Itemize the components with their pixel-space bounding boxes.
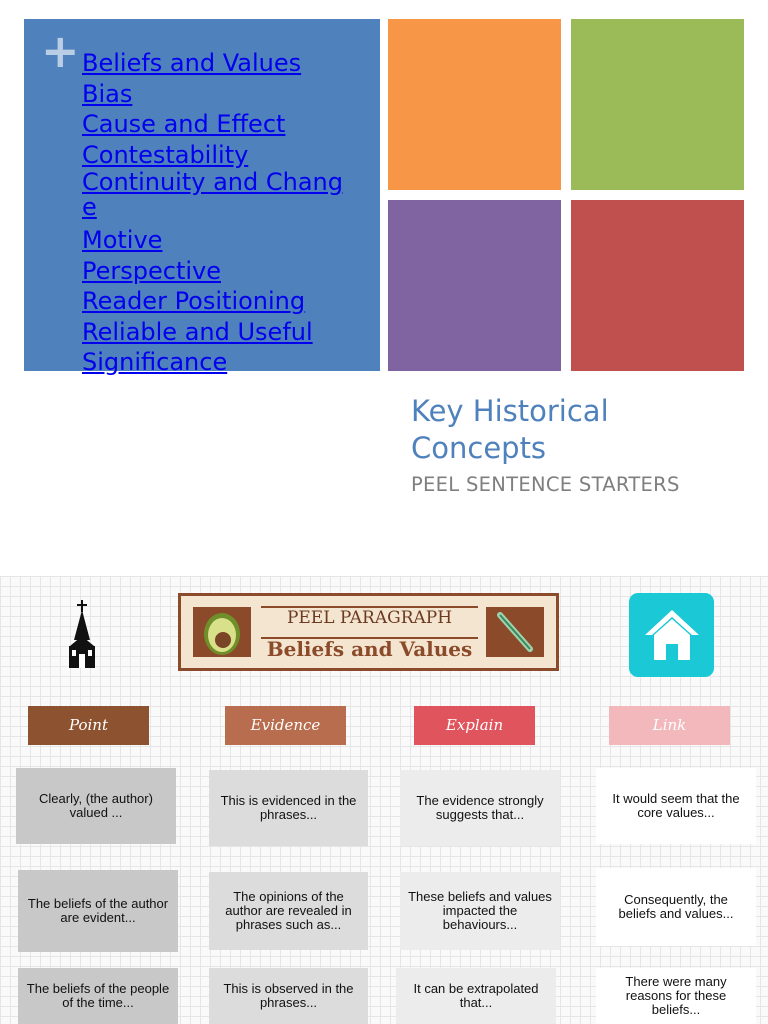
purple-tile: [388, 200, 561, 371]
orange-tile: [388, 19, 561, 190]
header-evidence: Evidence: [225, 706, 346, 745]
church-icon: [66, 600, 98, 668]
plus-icon: +: [41, 24, 80, 78]
home-button[interactable]: [629, 593, 714, 677]
peel-banner: [178, 593, 559, 671]
header-link: Link: [609, 706, 730, 745]
concept-link-list: [82, 48, 357, 378]
banner-title: Beliefs and Values: [266, 637, 473, 661]
slide-title: Key Historical Concepts: [411, 394, 609, 465]
link-cause-and-effect[interactable]: Cause and Effect: [82, 110, 286, 138]
link-card: There were many reasons for these beliefs...: [596, 968, 756, 1024]
explain-card: These beliefs and values impacted the behaviours...: [400, 872, 560, 950]
evidence-card: This is observed in the phrases...: [209, 968, 368, 1024]
link-card: It would seem that the core values...: [596, 768, 756, 844]
link-contestability[interactable]: Contestability: [82, 140, 249, 169]
header-explain: Explain: [414, 706, 535, 745]
link-reader-positioning[interactable]: Reader Positioning: [82, 287, 306, 315]
link-card: Consequently, the beliefs and values...: [596, 868, 756, 946]
point-card: Clearly, (the author) valued ...: [16, 768, 176, 844]
header-point: Point: [28, 706, 149, 745]
banner-peel-label: PEEL PARAGRAPH: [286, 608, 453, 628]
link-continuity-and-change[interactable]: Continuity and Change: [82, 168, 343, 221]
link-significance[interactable]: Significance: [82, 348, 228, 376]
link-motive[interactable]: Motive: [82, 226, 163, 254]
slide-subtitle: PEEL SENTENCE STARTERS: [411, 473, 680, 496]
point-card: The beliefs of the people of the time...: [18, 968, 178, 1024]
pen-icon: [486, 607, 544, 657]
link-beliefs-and-values[interactable]: Beliefs and Values: [82, 49, 302, 77]
home-icon: [643, 607, 701, 663]
link-reliable-and-useful[interactable]: Reliable and Useful: [82, 317, 313, 346]
explain-card: It can be extrapolated that...: [396, 968, 556, 1024]
link-perspective[interactable]: Perspective: [82, 256, 221, 285]
point-card: The beliefs of the author are evident...: [18, 870, 178, 952]
explain-card: The evidence strongly suggests that...: [400, 770, 560, 846]
evidence-card: The opinions of the author are revealed in phrases such as...: [209, 872, 368, 950]
red-tile: [571, 200, 744, 371]
link-bias[interactable]: Bias: [82, 79, 133, 108]
evidence-card: This is evidenced in the phrases...: [209, 770, 368, 846]
avocado-icon: [193, 607, 251, 657]
green-tile: [571, 19, 744, 190]
